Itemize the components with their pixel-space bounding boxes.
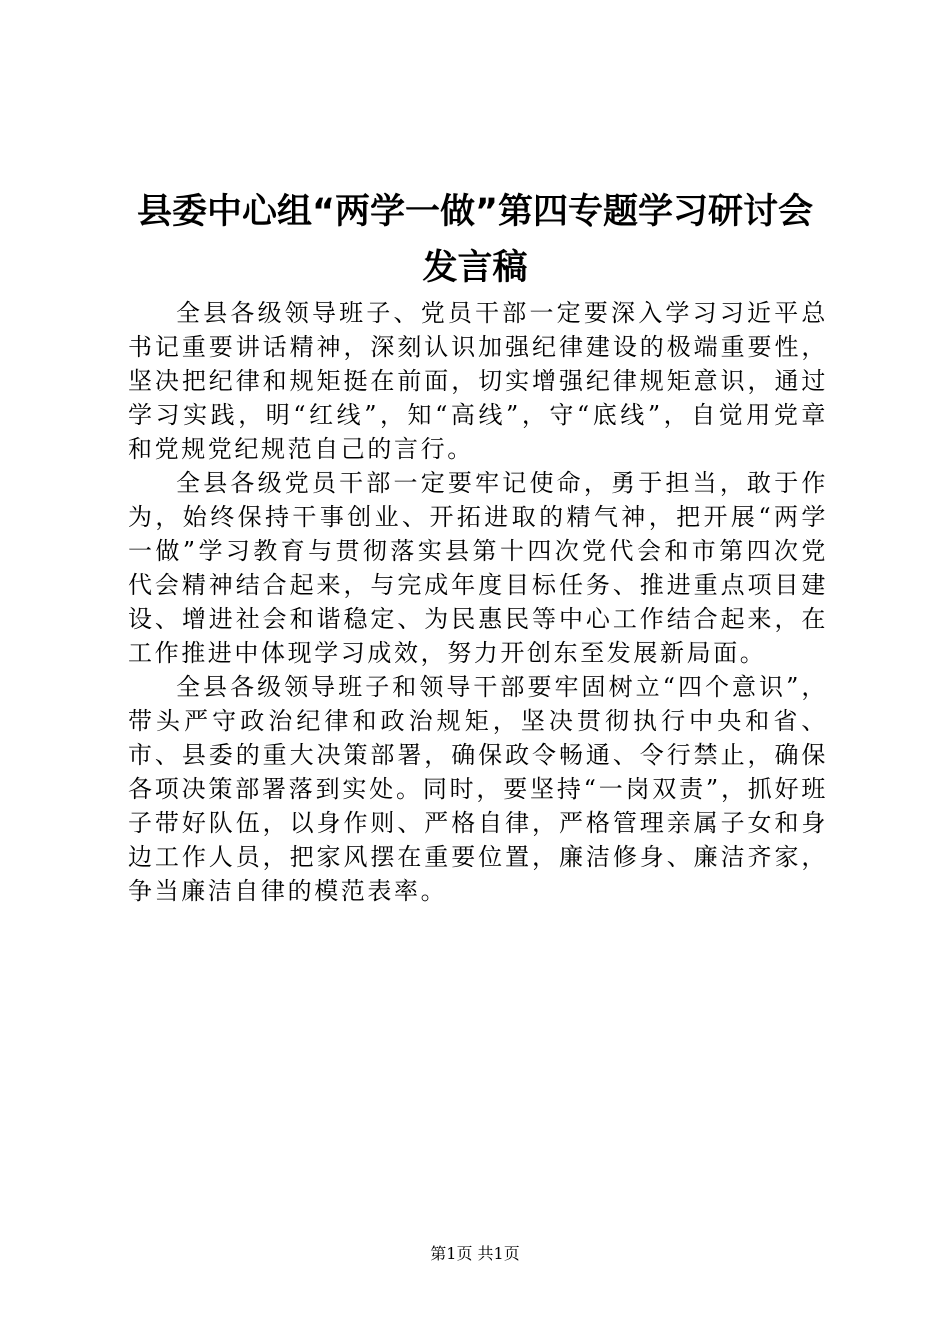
paragraph-3: 全县各级领导班子和领导干部要牢固树立“四个意识”，带头严守政治纪律和政治规矩，坚决贯彻执行中央和省、市、县委的重大决策部署，确保政令畅通、令行禁止，确保各项决策部署落到实处。同时，要坚持“一岗双责”，抓好班子带好队伍，以身作则、严格自律，严格管理亲属子女和身边工作人员，把家风摆在重要位置，廉洁修身、廉洁齐家，争当廉洁自律的模范表率。 — [128, 673, 828, 905]
paragraph-2: 全县各级党员干部一定要牢记使命，勇于担当，敢于作为，始终保持干事创业、开拓进取的精气神，把开展“两学一做”学习教育与贯彻落实县第十四次党代会和市第四次党代会精神结合起来，与完成年度目标任务、推进重点项目建设、增进社会和谐稳定、为民惠民等中心工作结合起来，在工作推进中体现学习成效，努力开创东至发展新局面。 — [128, 469, 828, 667]
page-footer: 第1页 共1页 — [430, 1244, 520, 1263]
title-line-2: 发言稿 — [422, 248, 528, 288]
title-line-1: 县委中心组“两学一做”第四专题学习研讨会 — [136, 192, 813, 232]
document-body — [128, 296, 828, 908]
paragraph-1: 全县各级领导班子、党员干部一定要深入学习习近平总书记重要讲话精神，深刻认识加强纪律建设的极端重要性，坚决把纪律和规矩挺在前面，切实增强纪律规矩意识，通过学习实践，明“红线”，知“高线”，守“底线”，自觉用党章和党规党纪规范自己的言行。 — [128, 299, 828, 463]
document-title — [120, 184, 830, 296]
